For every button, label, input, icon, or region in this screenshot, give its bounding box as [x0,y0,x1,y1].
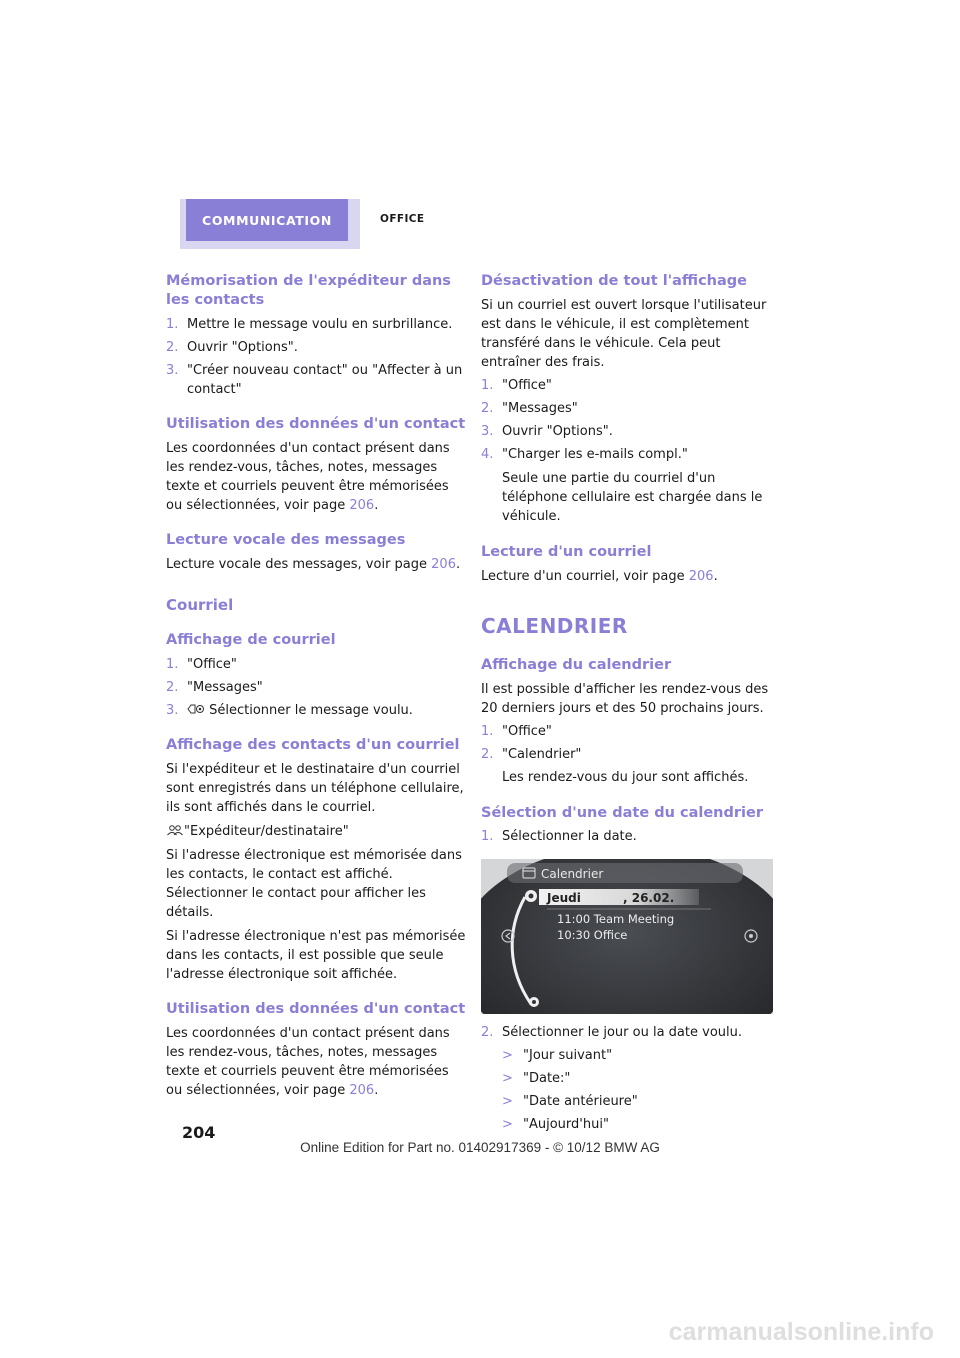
screen-event: 11:00 Team Meeting [557,912,675,926]
list-item: 3. Ouvrir "Options". [481,424,613,439]
heading-display-calendar: Affichage du calendrier [481,657,672,673]
select-date-steps-2 [481,1023,781,1042]
list-item: 2. "Calendrier" [481,747,582,762]
display-calendar-steps [481,722,781,764]
section-title: COMMUNICATION [202,212,332,228]
left-column [166,272,466,1100]
select-date-steps [481,827,781,846]
heading-use-contact-data: Utilisation des données d'un contact [166,416,466,432]
heading-disable-display: Désactivation de tout l'affichage [481,273,747,289]
list-item: > "Jour suivant" [502,1048,613,1063]
calendar-screen [481,859,773,1014]
email-attachment-icon [187,702,205,714]
calendar-screen-graphic [481,859,773,1014]
heading-select-date: Sélection d'une date du calendrier [481,805,763,821]
save-sender-steps [166,315,466,399]
list-item: 2. Sélectionner le jour ou la date voulu. [481,1025,742,1040]
paragraph: Les coordonnées d'un contact présent dans les rendez-vous, tâches, notes, messages texte et courriels peuvent être mémorisées ou sélectionnées, voir page 206. [166,441,450,513]
list-item: 1. "Office" [481,378,552,393]
list-item: 1. "Office" [481,724,552,739]
paragraph: Lecture d'un courriel, voir page 206. [481,569,718,584]
paragraph: Les rendez-vous du jour sont affichés. [502,770,749,785]
list-item: > "Aujourd'hui" [502,1117,609,1132]
heading-email-contacts: Affichage des contacts d'un courriel [166,737,460,753]
section-tab [186,199,348,241]
heading-read-aloud: Lecture vocale des messages [166,532,406,548]
right-column [481,272,781,1134]
heading-calendar: CALENDRIER [481,614,628,638]
paragraph: Si l'adresse électronique n'est pas mémorisée dans les contacts, il est possible que seule l'adresse électronique soit affichée. [166,929,466,982]
list-item: 2. Ouvrir "Options". [166,340,298,355]
list-item: 2. "Messages" [481,401,578,416]
screen-day: Jeudi [547,891,581,905]
list-item: 2. "Messages" [166,680,263,695]
list-item: 1. "Office" [166,657,237,672]
page-link[interactable]: 206 [349,1083,375,1098]
heading-display-email: Affichage de courriel [166,632,336,648]
contacts-icon [166,823,184,835]
page-link[interactable]: 206 [349,498,375,513]
screen-title: Calendrier [541,867,604,881]
screen-event: 10:30 Office [557,928,628,942]
list-item: > "Date:" [502,1071,571,1086]
paragraph: Si l'expéditeur et le destinataire d'un courriel sont enregistrés dans un téléphone cellulaire, ils sont affichés dans le courriel. [166,762,464,815]
heading-save-sender: Mémorisation de l'expéditeur dans les contacts [166,273,451,308]
page-number: 204 [182,1123,216,1142]
edition-note: Online Edition for Part no. 01402917369 - © 10/12 BMW AG [300,1140,660,1155]
paragraph: Seule une partie du courriel d'un téléphone cellulaire est chargée dans le véhicule. [502,471,763,524]
paragraph: Lecture vocale des messages, voir page 206. [166,557,461,572]
page-link[interactable]: 206 [431,557,456,572]
disable-display-steps [481,376,781,464]
list-item: > "Date antérieure" [502,1094,638,1109]
list-item: 3. "Créer nouveau contact" ou "Affecter à un contact" [166,363,463,397]
paragraph: Il est possible d'afficher les rendez-vous des 20 derniers jours et des 50 prochains jours. [481,682,769,716]
list-item: 4. "Charger les e-mails compl." [481,447,688,462]
paragraph: Si l'adresse électronique est mémorisée dans les contacts, le contact est affiché. Sélectionner le contact pour afficher les détails. [166,848,462,920]
heading-email: Courriel [166,596,234,614]
date-options [481,1046,781,1134]
screen-date: , 26.02. [623,891,675,905]
page-link[interactable]: 206 [688,569,714,584]
subsection-title: OFFICE [380,213,425,225]
heading-read-email: Lecture d'un courriel [481,544,652,560]
paragraph: "Expéditeur/destinataire" [166,822,466,841]
paragraph: Si un courriel est ouvert lorsque l'utilisateur est dans le véhicule, il est complètement transféré dans le véhicule. Cela peut entraîner des frais. [481,298,767,370]
list-item: 3. Sélectionner le message voulu. [166,703,413,718]
display-email-steps [166,655,466,720]
paragraph: Les coordonnées d'un contact présent dans les rendez-vous, tâches, notes, messages texte et courriels peuvent être mémorisées ou sélectionnées, voir page 206. [166,1026,450,1098]
list-item: 1. Mettre le message voulu en surbrillance. [166,317,453,332]
watermark: carmanualsonline.info [668,1318,934,1346]
heading-use-contact-data-2: Utilisation des données d'un contact [166,1001,466,1017]
list-item: 1. Sélectionner la date. [481,829,637,844]
